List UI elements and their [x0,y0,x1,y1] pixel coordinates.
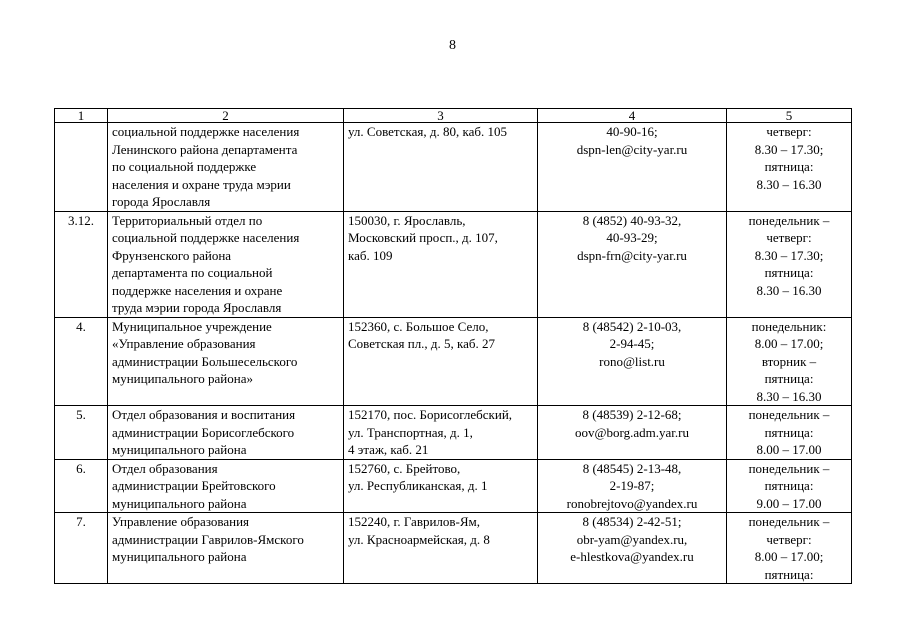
cell-line: четверг: [766,124,812,139]
cell-line: Муниципальное учреждение [112,318,272,334]
cell-line: ул. Красноармейская, д. 8 [348,531,490,547]
cell-line: поддержке населения и охране [112,282,283,298]
cell-line: администрации Большесельского [112,353,298,369]
cell-line: каб. 109 [348,247,393,263]
cell-line: Отдел образования [112,460,218,476]
cell-line: пятница: [764,566,814,582]
cell-line: e-hlestkova@yandex.ru [570,549,694,564]
address-cell [344,317,538,406]
cell-line: пятница: [764,159,814,174]
working-hours-cell [727,123,852,212]
cell-line: понедельник: [751,318,827,334]
cell-line: 8.30 – 16.30 [756,282,822,298]
cell-line: 8 (48539) 2-12-68; [582,407,682,422]
organization-name-cell [108,513,344,584]
cell-line: 2-94-45; [609,336,655,351]
cell-line: по социальной поддержке [112,159,257,174]
table-row [55,317,852,406]
cell-line: 40-93-29; [606,230,658,245]
cell-line: 152760, с. Брейтово, [348,460,461,476]
cell-line: муниципального района» [112,371,253,386]
cell-line: четверг: [766,531,812,547]
cell-line: ул. Транспортная, д. 1, [348,424,473,440]
row-number-cell: 4. [55,317,108,406]
working-hours-cell [727,211,852,317]
cell-line: пятница: [764,478,814,493]
cell-line: 8.30 – 16.30 [756,388,822,404]
cell-line: 4 этаж, каб. 21 [348,442,429,457]
cell-line: 8 (48534) 2-42-51; [582,514,682,529]
header-cell-5: 5 [727,109,852,123]
row-number-cell: 6. [55,459,108,513]
cell-line: Фрунзенского района [112,247,232,263]
organization-name-cell [108,211,344,317]
cell-line: 8.00 – 17.00; [754,549,824,564]
header-cell-4: 4 [538,109,727,123]
cell-line: 8 (48545) 2-13-48, [582,460,682,476]
cell-line: «Управление образования [112,336,256,351]
cell-line: населения и охране труда мэрии [112,176,291,192]
cell-line: пятница: [764,424,814,440]
cell-line: муниципального района [112,442,247,457]
cell-line: 152170, пос. Борисоглебский, [348,407,513,422]
working-hours-cell [727,317,852,406]
address-cell [344,211,538,317]
cell-line: администрации Брейтовского [112,478,276,493]
cell-line: 8.30 – 17.30; [754,141,824,157]
cell-line: ул. Республиканская, д. 1 [348,478,488,493]
address-cell [344,406,538,460]
organization-name-cell [108,123,344,212]
cell-line: ул. Советская, д. 80, каб. 105 [348,124,508,139]
cell-line: 2-19-87; [609,478,655,493]
working-hours-cell [727,513,852,584]
address-cell [344,123,538,212]
cell-line: муниципального района [112,495,247,511]
working-hours-cell [727,459,852,513]
row-number-cell [55,123,108,212]
institutions-table [54,108,852,584]
table-row [55,406,852,460]
cell-line: Территориальный отдел по [112,212,263,228]
cell-line: oov@borg.adm.yar.ru [575,424,689,440]
cell-line: администрации Гаврилов-Ямского [112,531,304,547]
cell-line: 40-90-16; [606,124,658,139]
cell-line: 150030, г. Ярославль, [348,212,466,228]
cell-line: 8.00 – 17.00; [754,336,824,351]
cell-line: 8.00 – 17.00 [756,442,822,457]
table-header-row [55,109,852,123]
cell-line: Ленинского района департамента [112,141,298,157]
cell-line: департамента по социальной [112,265,273,280]
cell-line: 8 (4852) 40-93-32, [582,212,682,228]
organization-name-cell [108,406,344,460]
cell-line: пятница: [764,371,814,386]
cell-line: 152360, с. Большое Село, [348,318,489,334]
cell-line: понедельник – [748,514,830,529]
contacts-cell [538,317,727,406]
cell-line: dspn-len@city-yar.ru [576,141,688,157]
table-row [55,459,852,513]
cell-line: 8.30 – 16.30 [756,176,822,192]
cell-line: 152240, г. Гаврилов-Ям, [348,514,481,529]
cell-line: социальной поддержке населения [112,124,300,139]
cell-line: вторник – [761,353,817,369]
contacts-cell [538,513,727,584]
row-number-cell: 3.12. [55,211,108,317]
organization-name-cell [108,459,344,513]
cell-line: Советская пл., д. 5, каб. 27 [348,336,496,351]
organization-name-cell [108,317,344,406]
cell-line: 9.00 – 17.00 [756,495,822,511]
row-number-cell: 5. [55,406,108,460]
cell-line: четверг: [766,230,812,245]
cell-line: города Ярославля [112,194,211,209]
contacts-cell [538,211,727,317]
cell-line: понедельник – [748,460,830,476]
cell-line: социальной поддержке населения [112,230,300,245]
working-hours-cell [727,406,852,460]
table-row [55,513,852,584]
cell-line: dspn-frn@city-yar.ru [577,247,687,263]
contacts-cell [538,123,727,212]
cell-line: Московский просп., д. 107, [348,230,498,245]
page-number: 8 [449,38,456,53]
cell-line: obr-yam@yandex.ru, [576,531,688,547]
cell-line: Управление образования [112,514,250,529]
cell-line: 8.30 – 17.30; [754,247,824,263]
cell-line: понедельник – [748,212,830,228]
cell-line: администрации Борисоглебского [112,424,295,440]
table-row [55,123,852,212]
cell-line: Отдел образования и воспитания [112,407,296,422]
contacts-cell [538,406,727,460]
cell-line: муниципального района [112,549,247,564]
address-cell [344,459,538,513]
table-row [55,211,852,317]
header-cell-3: 3 [344,109,538,123]
cell-line: 8 (48542) 2-10-03, [582,318,682,334]
cell-line: понедельник – [748,407,830,422]
contacts-cell [538,459,727,513]
cell-line: rono@list.ru [599,353,665,369]
row-number-cell: 7. [55,513,108,584]
address-cell [344,513,538,584]
cell-line: пятница: [764,265,814,280]
cell-line: труда мэрии города Ярославля [112,300,282,315]
header-cell-1: 1 [55,109,108,123]
header-cell-2: 2 [108,109,344,123]
cell-line: ronobrejtovo@yandex.ru [566,495,698,511]
